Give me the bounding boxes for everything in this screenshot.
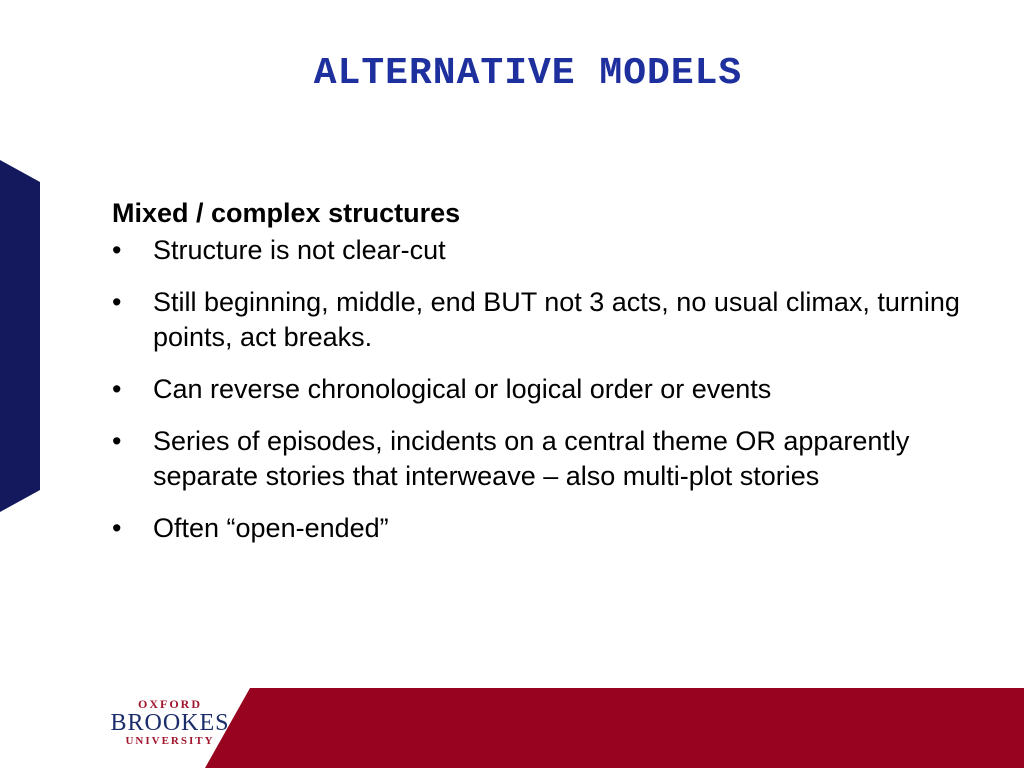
logo-line-oxford: OXFORD [138,697,202,711]
bullet-text: Still beginning, middle, end BUT not 3 acts, no usual climax, turning points, act breaks. [153,287,960,352]
logo-line-brookes: BROOKES [110,710,230,736]
bullet-text: Series of episodes, incidents on a central theme OR apparently separate stories that interweave – also multi-plot stories [153,426,910,491]
slide-subheading: Mixed / complex structures [112,198,461,228]
bullet-item [112,511,982,546]
bullet-list [112,233,982,546]
logo-line-university: UNIVERSITY [125,735,215,747]
bullet-item [112,424,982,494]
bullet-text: Structure is not clear-cut [153,235,446,265]
side-tab-decoration [0,160,42,512]
bullet-item [112,372,982,407]
bullet-icon: • [112,426,122,456]
slide-content [112,198,982,563]
oxford-brookes-logo [110,697,230,748]
bullet-text: Can reverse chronological or logical order or events [153,374,772,404]
bullet-item [112,233,982,268]
slide-title: ALTERNATIVE MODELS [313,52,743,95]
bullet-icon: • [112,235,122,265]
bullet-icon: • [112,513,122,543]
bullet-text: Often “open-ended” [153,513,389,543]
bullet-item [112,285,982,355]
bullet-icon: • [112,374,122,404]
bullet-icon: • [112,287,122,317]
